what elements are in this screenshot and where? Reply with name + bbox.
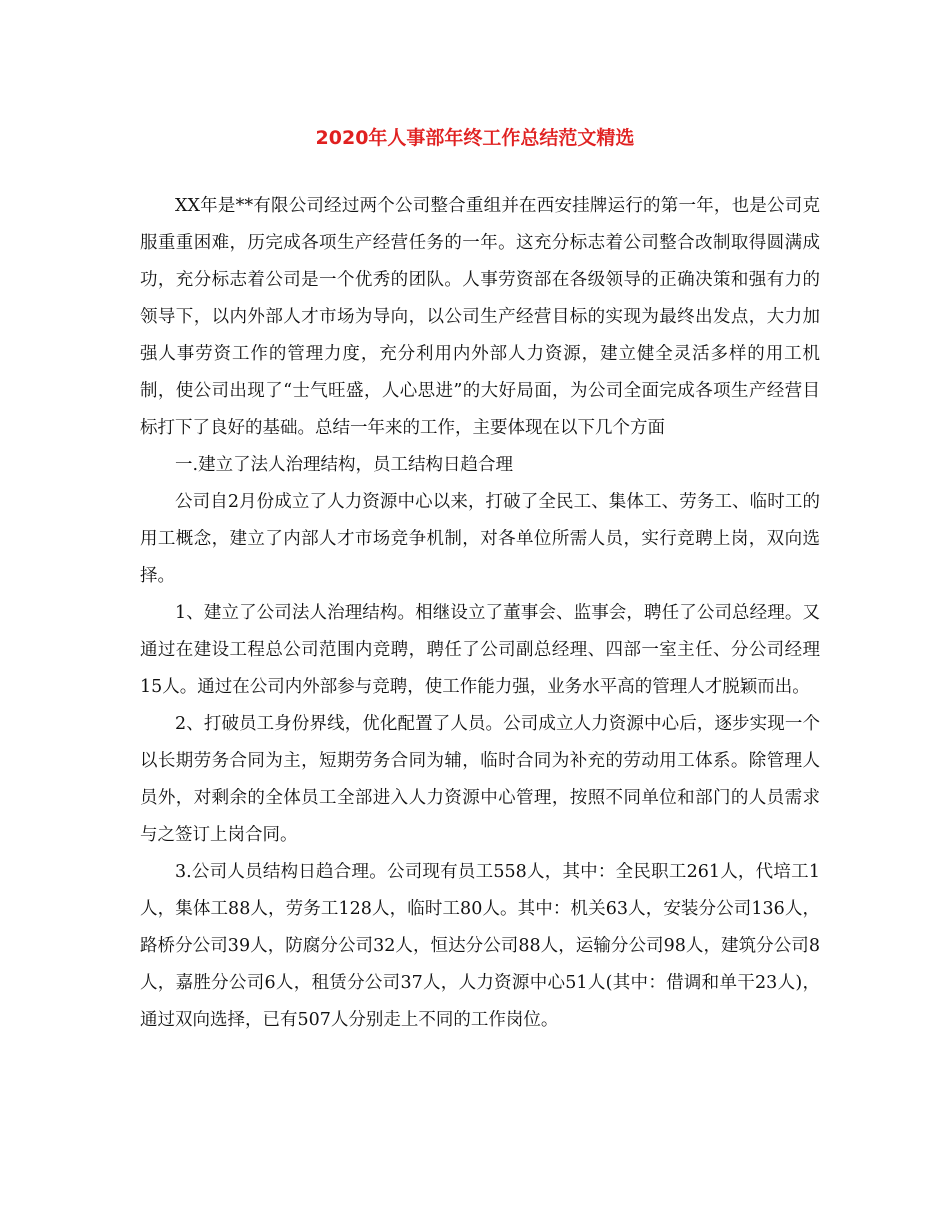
item-paragraph-2: 2、打破员工身份界线，优化配置了人员。公司成立人力资源中心后，逐步实现一个以长期劳务合同为主，短期劳务合同为辅，临时合同为补充的劳动用工体系。除管理人员外，对剩余的全体员工全部进入人力资源中心管理，按照不同单位和部门的人员需求与之签订上岗合同。 <box>140 714 820 845</box>
document-body <box>140 188 820 1039</box>
intro-paragraph: XX年是**有限公司经过两个公司整合重组并在西安挂牌运行的第一年，也是公司克服重重困难，历完成各项生产经营任务的一年。这充分标志着公司整合改制取得圆满成功，充分标志着公司是一个优秀的团队。人事劳资部在各级领导的正确决策和强有力的领导下，以内外部人才市场为导向，以公司生产经营目标的实现为最终出发点，大力加强人事劳资工作的管理力度，充分利用内外部人力资源，建立健全灵活多样的用工机制，使公司出现了“士气旺盛，人心思进”的大好局面，为公司全面完成各项生产经营目标打下了良好的基础。总结一年来的工作，主要体现在以下几个方面 <box>140 196 820 438</box>
item-paragraph-1: 1、建立了公司法人治理结构。相继设立了董事会、监事会，聘任了公司总经理。又通过在建设工程总公司范围内竞聘，聘任了公司副总经理、四部一室主任、分公司经理15人。通过在公司内外部参与竞聘，使工作能力强，业务水平高的管理人才脱颖而出。 <box>140 603 820 697</box>
item-paragraph-3: 3.公司人员结构日趋合理。公司现有员工558人，其中：全民职工261人，代培工1人，集体工88人，劳务工128人，临时工80人。其中：机关63人，安装分公司136人，路桥分公司39人，防腐分公司32人，恒达分公司88人，运输分公司98人，建筑分公司8人，嘉胜分公司6人，租赁分公司37人，人力资源中心51人(其中：借调和单干23人)，通过双向选择，已有507人分别走上不同的工作岗位。 <box>140 862 820 1030</box>
section-heading: 一.建立了法人治理结构，员工结构日趋合理 <box>175 455 514 475</box>
section-paragraph: 公司自2月份成立了人力资源中心以来，打破了全民工、集体工、劳务工、临时工的用工概念，建立了内部人才市场竞争机制，对各单位所需人员，实行竞聘上岗，双向选择。 <box>140 492 820 586</box>
document-title: 2020年人事部年终工作总结范文精选 <box>315 127 635 149</box>
